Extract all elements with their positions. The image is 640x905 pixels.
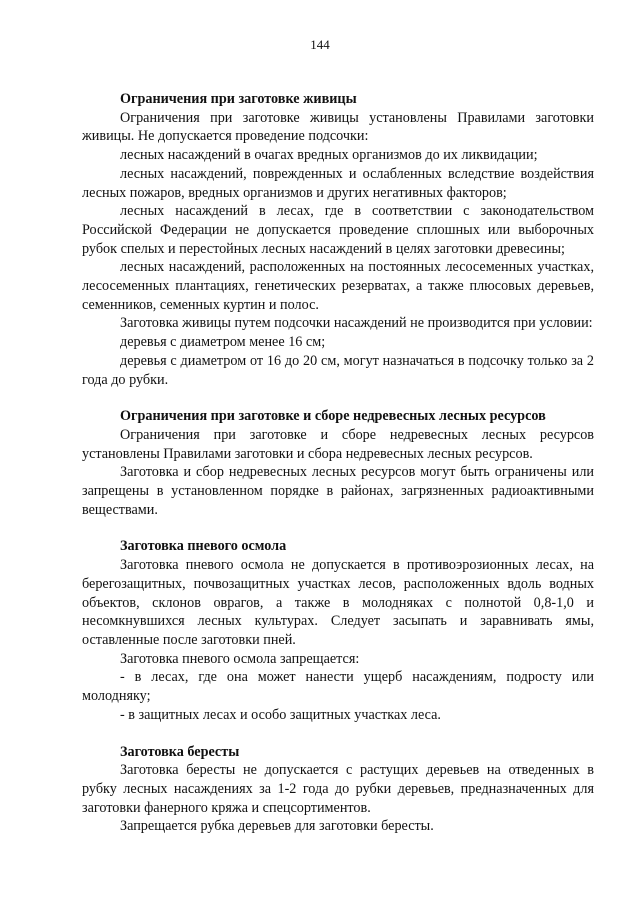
section-non-timber-restrictions (82, 407, 594, 519)
section-resin-restrictions (82, 90, 594, 389)
paragraph: Заготовка пневого осмола не допускается в противоэрозионных лесах, на берегозащитных, почвозащитных участках лесов, расположенных вдоль водных объектов, склонов оврагов, а также в молодняках с полнотой 0,8-1,0 и несомкнувшихся лесных культурах. Следует засыпать и заравнивать ямы, оставленные после заготовки пней. (82, 557, 594, 648)
paragraph: Заготовка живицы путем подсочки насаждений не производится при условии: (120, 315, 593, 332)
paragraph: лесных насаждений в лесах, где в соответствии с законодательством Российской Федерации не допускается проведение сплошных или выборочных рубок спелых и перестойных лесных насаждений в целях заготовки древесины; (82, 203, 594, 257)
paragraph: - в защитных лесах и особо защитных участках леса. (120, 706, 441, 723)
paragraph: лесных насаждений, расположенных на постоянных лесосеменных участках, лесосеменных плантациях, генетических резерватах, а также плюсовых деревьев, семенников, семенных куртин и полос. (82, 259, 594, 313)
paragraph: деревья с диаметром от 16 до 20 см, могут назначаться в подсочку только за 2 года до рубки. (82, 352, 594, 388)
section-heading: Заготовка бересты (120, 743, 240, 760)
paragraph: Запрещается рубка деревьев для заготовки бересты. (120, 818, 434, 835)
section-heading: Заготовка пневого осмола (120, 538, 287, 555)
paragraph: Заготовка и сбор недревесных лесных ресурсов могут быть ограничены или запрещены в установленном порядке в районах, загрязненных радиоактивными веществами. (82, 464, 594, 518)
paragraph: Ограничения при заготовке и сборе недревесных лесных ресурсов установлены Правилами заготовки и сбора недревесных лесных ресурсов. (82, 426, 594, 462)
document-body (82, 90, 594, 836)
paragraph: лесных насаждений в очагах вредных организмов до их ликвидации; (120, 147, 538, 164)
page-number: 144 (310, 37, 330, 52)
section-gap (82, 519, 594, 537)
paragraph: лесных насаждений, поврежденных и ослабленных вследствие воздействия лесных пожаров, вредных организмов и других негативных факторов; (82, 165, 594, 201)
section-gap (82, 725, 594, 743)
section-heading: Ограничения при заготовке живицы (120, 91, 357, 107)
paragraph: Заготовка бересты не допускается с растущих деревьев на отведенных в рубку лесных насаждениях за 1-2 года до рубки деревьев, предназначенных для заготовки фанерного кряжа и спецсортиментов. (82, 762, 594, 816)
paragraph: - в лесах, где она может нанести ущерб насаждениям, подросту или молодняку; (82, 669, 594, 705)
section-heading: Ограничения при заготовке и сборе недревесных лесных ресурсов (120, 408, 546, 425)
paragraph: деревья с диаметром менее 16 см; (120, 334, 326, 351)
section-gap (82, 389, 594, 407)
section-birch-bark (82, 743, 594, 837)
paragraph: Ограничения при заготовке живицы установлены Правилами заготовки живицы. Не допускается проведение подсочки: (82, 109, 594, 145)
section-stump-resin (82, 537, 594, 724)
paragraph: Заготовка пневого осмола запрещается: (120, 650, 360, 667)
